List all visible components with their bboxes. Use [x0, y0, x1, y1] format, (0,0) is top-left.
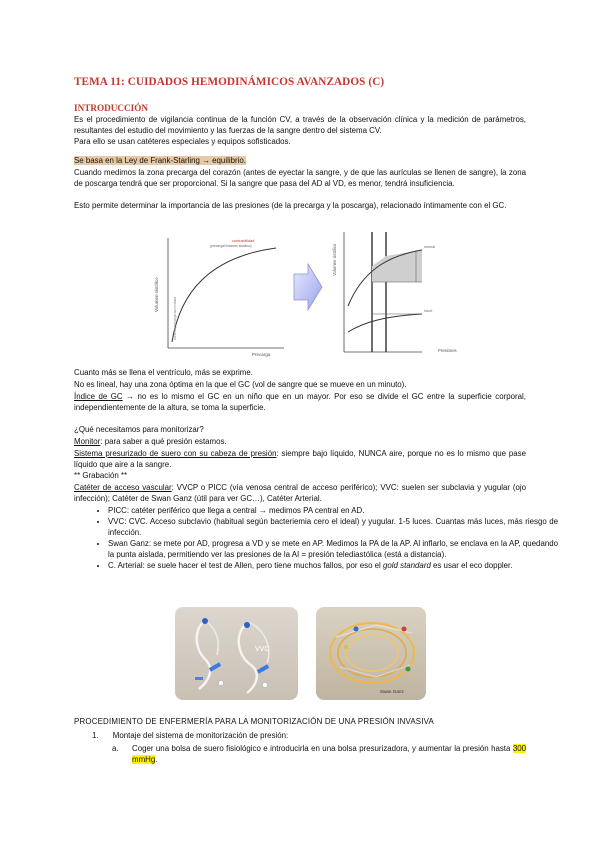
- left-zone-label: zona de precarga aumentada: [173, 296, 177, 340]
- swan-ganz-photo-svg: [316, 607, 426, 700]
- catheter-bullet-list: [76, 505, 558, 571]
- intro-heading: INTRODUCCIÓN: [74, 103, 149, 113]
- after-figure-line-1: Cuanto más se llena el ventrículo, más se exprime.: [74, 368, 253, 377]
- step-1: [92, 731, 288, 740]
- arrow-graphic: [292, 262, 324, 312]
- monitor-text: : para saber a qué presión estamos.: [100, 437, 227, 446]
- pressure-highlight: 300 mmHg: [132, 744, 526, 764]
- monitor-label: Monitor: [74, 437, 101, 446]
- page-title: TEMA 11: CUIDADOS HEMODINÁMICOS AVANZADOS (C): [74, 76, 385, 88]
- right-ylabel: Volumen sistólico: [332, 243, 337, 276]
- frank-starling-highlight: Se basa en la Ley de Frank-Starling → equilibrio.: [74, 156, 246, 165]
- after-figure-line-2: No es lineal, hay una zona óptima en la que el GC (vol de sangre que se mueve en un minuto).: [74, 380, 407, 389]
- needs-question: ¿Qué necesitamos para monitorizar?: [74, 425, 204, 434]
- step-1a-letter: a.: [112, 744, 119, 753]
- vvc-label: VVC: [255, 646, 270, 653]
- swan-ganz-label: Swan Ganz: [380, 689, 404, 694]
- left-xlabel: Precarga: [252, 352, 271, 357]
- step-1a: a. Coger una bolsa de suero fisiológico e introducirla en una bolsa presurizadora, y aumentar la presión hasta 300 mmHg.: [112, 744, 526, 764]
- bullet-swan-ganz: • Swan Ganz: se mete por AD, progresa a VD y se mete en AP. Medimos la PA de la AP. Al inflarlo, se enclava en la AP, quedando la punta aislada, permitiendo ver las presiones de la AI = presión telediastólica (está a distancia).: [108, 538, 558, 560]
- right-xlabel: Presiones: [438, 348, 457, 353]
- vvc-catheter-photo: [175, 607, 298, 700]
- vvc-photo-svg: [175, 607, 298, 700]
- frank-starling-chart-svg: [150, 232, 290, 360]
- procedure-title: PROCEDIMIENTO DE ENFERMERÍA PARA LA MONITORIZACIÓN DE UNA PRESIÓN INVASIVA: [74, 717, 435, 726]
- intro-paragraph-1: Es el procedimiento de vigilancia continua de la función CV, a través de la observación clínica y la medición de parámetros, resultantes del estudio del movimiento y las fuerzas de la sangre dentro del sistema CV.: [74, 115, 526, 135]
- lower-curve: [348, 314, 422, 332]
- indice-gc-label: Índice de GC: [74, 392, 123, 401]
- intro-paragraph-4: Esto permite determinar la importancia de las presiones (de la precarga y la poscarga), relacionado íntimamente con el GC.: [74, 201, 507, 210]
- intro-paragraph-2: Para ello se usan catéteres especiales y equipos sofisticados.: [74, 137, 291, 146]
- left-curve-label: contractilidad: [232, 239, 255, 243]
- step-1-number: 1.: [92, 731, 99, 740]
- bullet-picc: • PICC: catéter periférico que llega a central → medimos PA central en AD.: [108, 505, 558, 516]
- right-label-a: normal: [424, 245, 435, 249]
- step-1a-text: Coger una bolsa de suero fisiológico e introducirla en una bolsa presurizadora, y aumentar la presión hasta: [132, 744, 513, 753]
- intro-paragraph-3: Cuando medimos la zona precarga del corazón (antes de eyectar la sangre, y de que las aurículas se llenen de sangre), la zona de poscarga tendrá que ser proporcional. Si la sangre que pasa del AD al VD, es menor, tendrá insuficiencia.: [74, 168, 526, 188]
- frank-starling-chart: [150, 232, 290, 360]
- step-1-text: Montaje del sistema de monitorización de presión:: [112, 731, 289, 740]
- cateter-label: Catéter de acceso vascular: [74, 483, 172, 492]
- cateter-text: : VVCP o PICC (vía venosa central de acceso periférico); VVC: suelen ser subclavia y yugular (ojo infección); Catéter de Swan Ganz (útil para ver GC…), Catéter Arterial.: [74, 483, 526, 503]
- bullet-vvc: • VVC: CVC. Acceso subclavio (habitual según bacteriemia cero el ideal) y yugular. 1-5 luces. Cuantas más luces, más riesgo de infección.: [108, 516, 558, 538]
- pressure-comparison-chart-svg: [326, 226, 466, 362]
- pressure-comparison-chart: [326, 226, 466, 362]
- left-curve-label-2: (precarga/Volumen sistólico): [210, 244, 252, 248]
- indice-gc-text: → no es lo mismo el GC en un niño que en un mayor. Por eso se divide el GC entre la superficie corporal, independientemente de la altura, se toma la superficie.: [74, 392, 526, 412]
- sistema-text: : siempre bajo líquido, NUNCA aire, porque no es lo mismo que pase líquido que aire a la sangre.: [74, 449, 526, 469]
- curve: [172, 248, 276, 342]
- bullet-arterial: • C. Arterial: se suele hacer el test de Allen, pero tiene muchos fallos, por eso el gold standard es usar el eco doppler.: [108, 560, 558, 571]
- arrow-icon: [292, 262, 324, 312]
- swan-ganz-photo: [316, 607, 426, 700]
- sistema-label: Sistema presurizado de suero con su cabeza de presión: [74, 449, 277, 458]
- left-ylabel: Volumen sistólico: [154, 277, 159, 312]
- grabacion-note: ** Grabación **: [74, 471, 128, 480]
- right-label-b: insuf.: [424, 309, 433, 313]
